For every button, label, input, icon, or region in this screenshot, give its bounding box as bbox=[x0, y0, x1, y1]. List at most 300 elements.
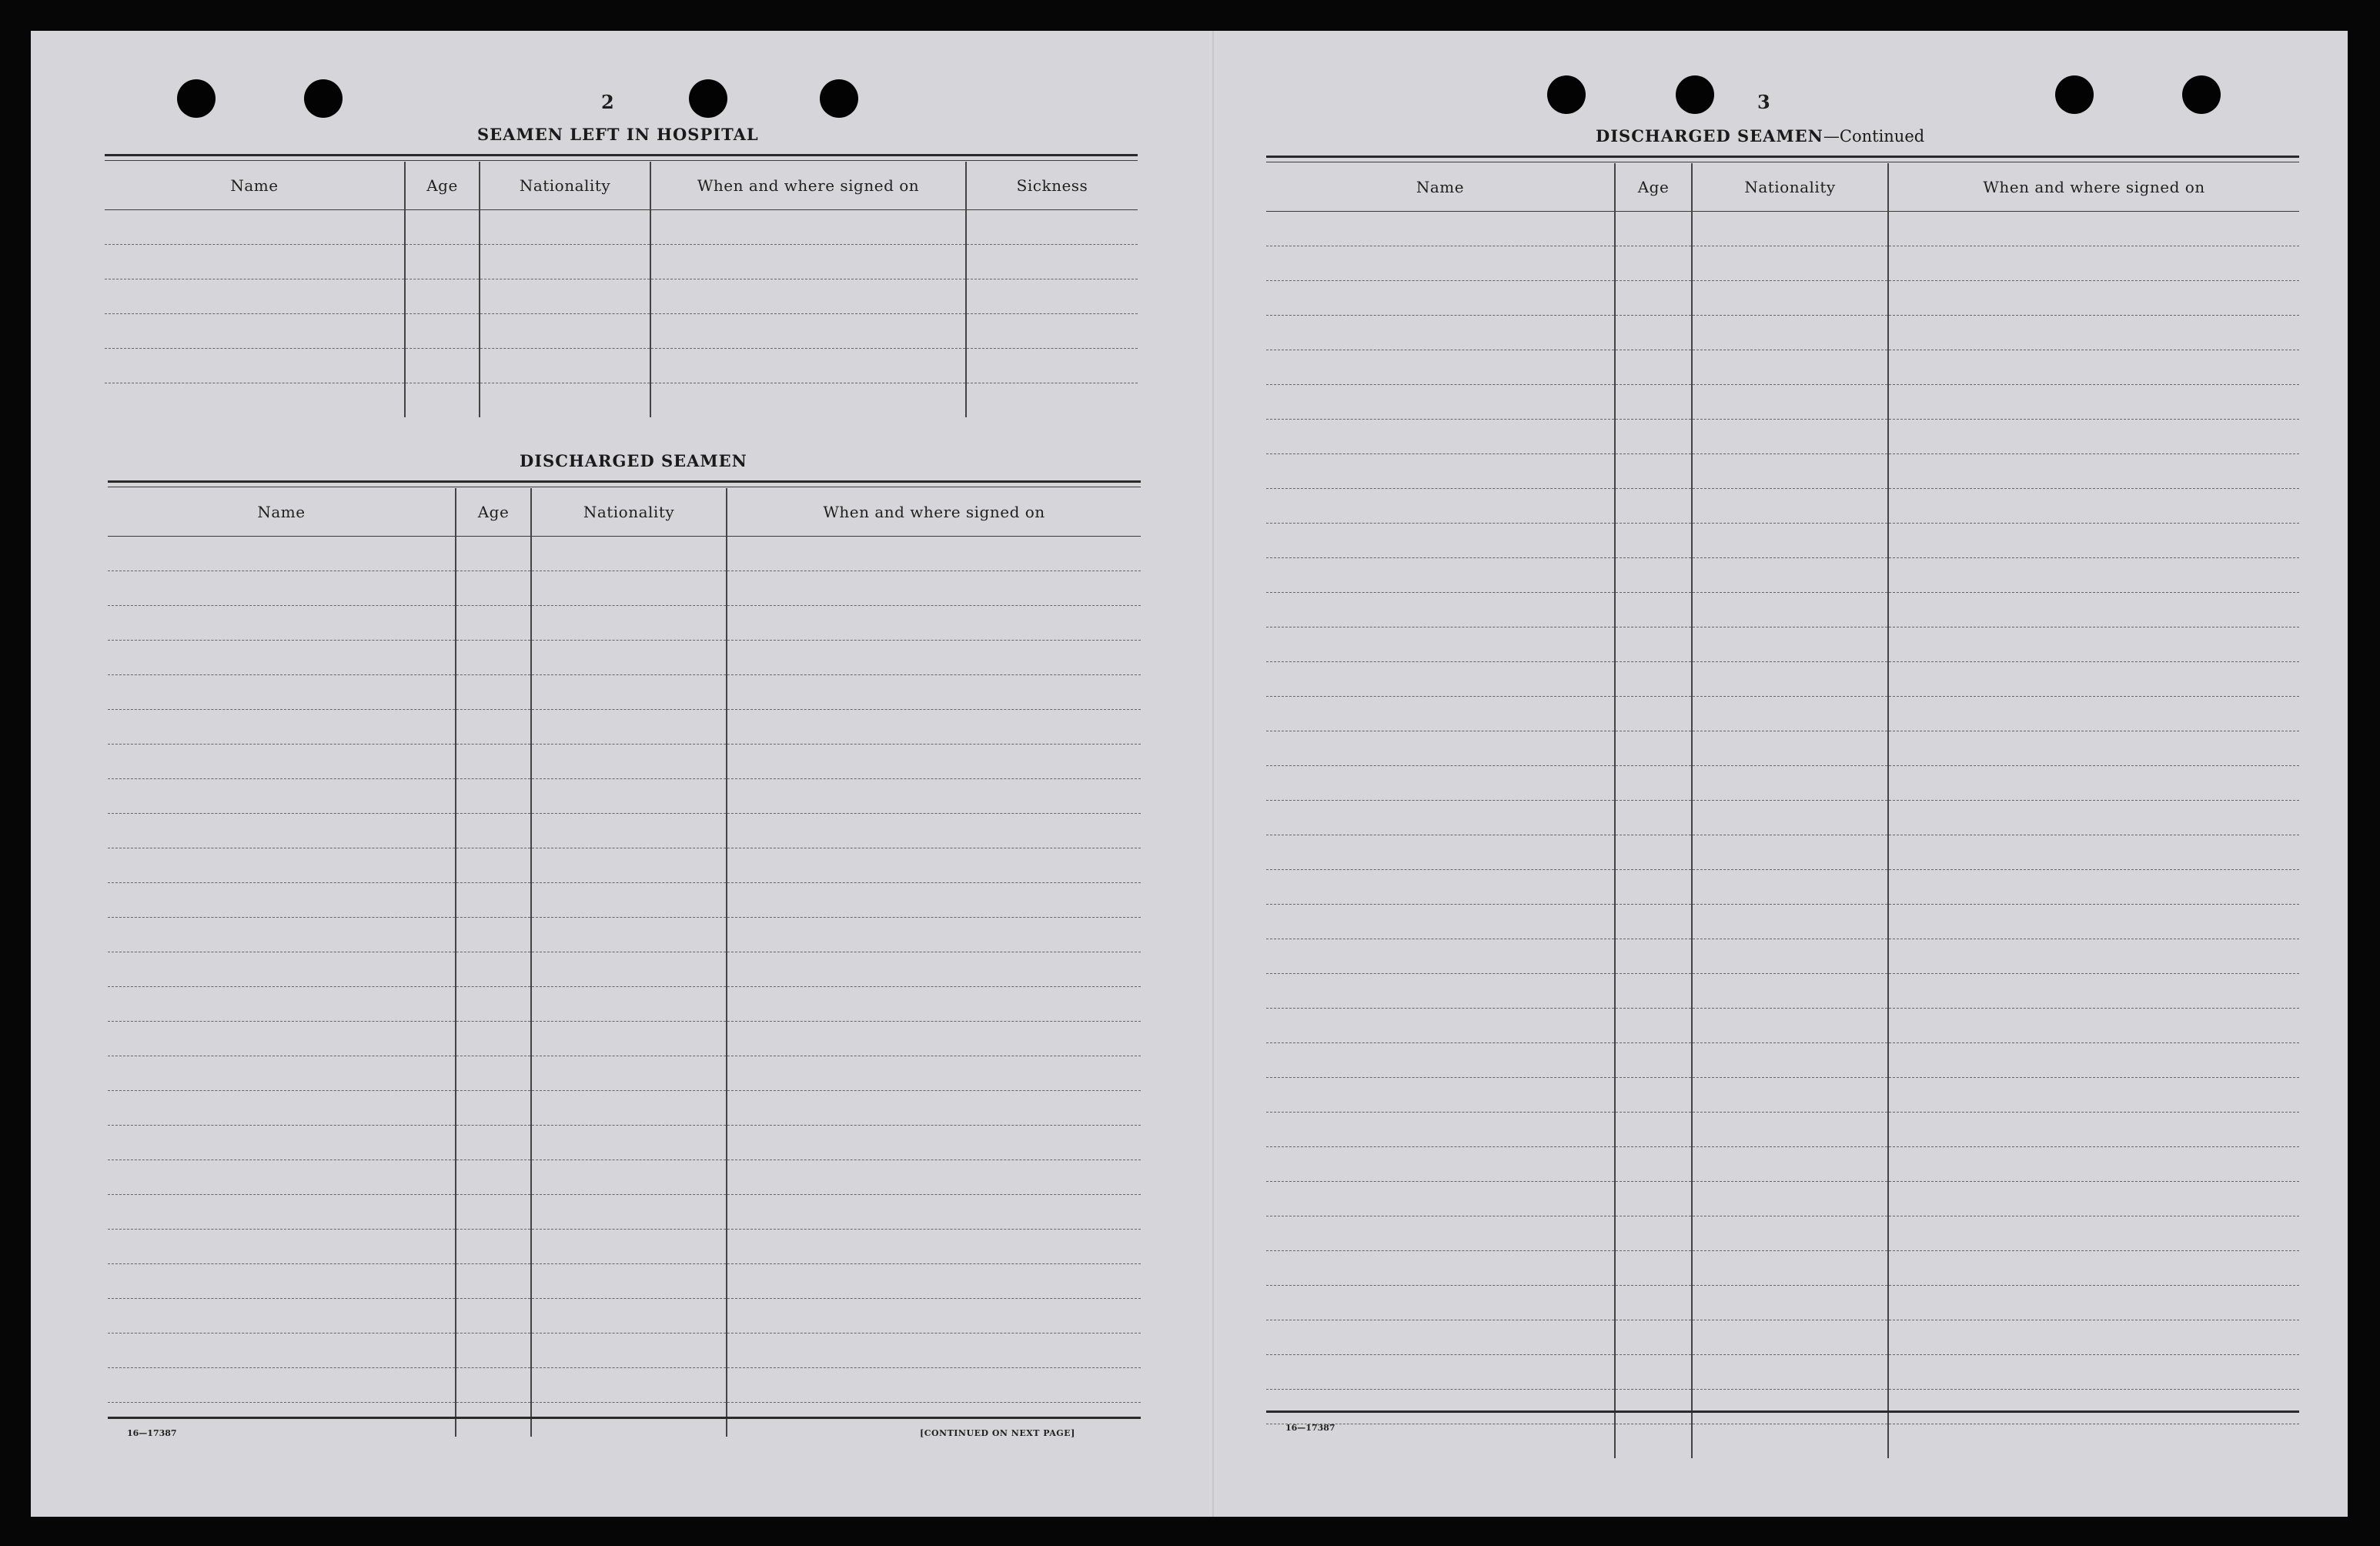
blank-entry-cell bbox=[1888, 974, 2299, 1009]
blank-entry-cell bbox=[727, 675, 1141, 710]
table-row bbox=[1266, 1355, 2299, 1390]
blank-entry-cell bbox=[456, 571, 531, 606]
blank-entry-cell bbox=[531, 537, 727, 571]
blank-entry-cell bbox=[1615, 1009, 1692, 1043]
table-row bbox=[108, 848, 1141, 883]
blank-entry-cell bbox=[1266, 697, 1615, 731]
blank-entry-cell bbox=[456, 745, 531, 779]
blank-entry-cell bbox=[1266, 420, 1615, 454]
blank-entry-cell bbox=[108, 1334, 456, 1368]
table-row bbox=[1266, 593, 2299, 627]
blank-entry-cell bbox=[1615, 766, 1692, 801]
blank-entry-cell bbox=[456, 537, 531, 571]
blank-entry-cell bbox=[108, 641, 456, 675]
table-row bbox=[108, 1299, 1141, 1334]
table-row bbox=[108, 1091, 1141, 1126]
blank-entry-cell bbox=[1266, 1147, 1615, 1182]
blank-entry-cell bbox=[727, 1091, 1141, 1126]
blank-entry-cell bbox=[1888, 593, 2299, 627]
blank-entry-cell bbox=[531, 848, 727, 883]
blank-entry-cell bbox=[1888, 281, 2299, 316]
blank-entry-cell bbox=[531, 1091, 727, 1126]
blank-entry-cell bbox=[1692, 454, 1888, 489]
blank-entry-cell bbox=[1888, 316, 2299, 350]
table-row bbox=[1266, 489, 2299, 524]
blank-entry-cell bbox=[1692, 905, 1888, 939]
blank-entry-cell bbox=[1888, 1320, 2299, 1355]
blank-entry-cell bbox=[108, 606, 456, 641]
blank-entry-cell bbox=[480, 314, 650, 349]
blank-entry-cell bbox=[1888, 420, 2299, 454]
table-row bbox=[108, 537, 1141, 571]
blank-entry-cell bbox=[650, 210, 966, 245]
blank-entry-cell bbox=[1692, 420, 1888, 454]
blank-entry-cell bbox=[456, 883, 531, 918]
table-row bbox=[1266, 1147, 2299, 1182]
blank-entry-cell bbox=[1615, 1078, 1692, 1113]
blank-entry-cell bbox=[1266, 454, 1615, 489]
punch-hole bbox=[689, 79, 727, 118]
blank-entry-cell bbox=[727, 1126, 1141, 1160]
page-number-right: 3 bbox=[1757, 91, 1770, 113]
punch-hole bbox=[2055, 75, 2094, 114]
blank-entry-cell bbox=[1692, 1251, 1888, 1286]
blank-entry-cell bbox=[1888, 558, 2299, 593]
blank-entry-cell bbox=[1692, 1113, 1888, 1147]
blank-entry-cell bbox=[108, 1091, 456, 1126]
column-header-sickness: Sickness bbox=[966, 162, 1138, 210]
blank-entry-cell bbox=[108, 1230, 456, 1264]
blank-entry-cell bbox=[1888, 1286, 2299, 1320]
blank-entry-cell bbox=[531, 987, 727, 1022]
blank-entry-cell bbox=[456, 1299, 531, 1334]
blank-entry-cell bbox=[1615, 281, 1692, 316]
hospital-table bbox=[105, 162, 1138, 417]
blank-entry-cell bbox=[966, 245, 1138, 279]
blank-entry-cell bbox=[1692, 1147, 1888, 1182]
table-row bbox=[108, 1195, 1141, 1230]
blank-entry-cell bbox=[1266, 524, 1615, 558]
ledger-paper bbox=[31, 31, 2348, 1517]
blank-entry-cell bbox=[1615, 316, 1692, 350]
table-row bbox=[108, 606, 1141, 641]
column-header-nationality: Nationality bbox=[480, 162, 650, 210]
blank-entry-cell bbox=[1692, 870, 1888, 905]
blank-entry-cell bbox=[727, 1056, 1141, 1091]
blank-entry-cell bbox=[456, 952, 531, 987]
blank-entry-cell bbox=[1266, 1009, 1615, 1043]
blank-entry-cell bbox=[456, 1022, 531, 1056]
table-row bbox=[108, 710, 1141, 745]
blank-entry-cell bbox=[650, 279, 966, 314]
blank-entry-cell bbox=[108, 1126, 456, 1160]
blank-entry-cell bbox=[108, 1160, 456, 1195]
blank-entry-cell bbox=[108, 987, 456, 1022]
column-header-age: Age bbox=[1615, 163, 1692, 212]
blank-entry-cell bbox=[531, 1195, 727, 1230]
blank-entry-cell bbox=[1615, 1147, 1692, 1182]
blank-entry-cell bbox=[1615, 974, 1692, 1009]
column-header-nationality: Nationality bbox=[1692, 163, 1888, 212]
blank-entry-cell bbox=[531, 814, 727, 848]
blank-entry-cell bbox=[727, 987, 1141, 1022]
discharged-continued-table bbox=[1266, 163, 2299, 1458]
blank-entry-cell bbox=[456, 641, 531, 675]
blank-entry-cell bbox=[966, 349, 1138, 383]
blank-entry-cell bbox=[1615, 212, 1692, 246]
punch-hole bbox=[2182, 75, 2221, 114]
blank-entry-cell bbox=[1266, 316, 1615, 350]
table-row bbox=[1266, 697, 2299, 731]
table-row bbox=[1266, 662, 2299, 697]
blank-entry-cell bbox=[531, 571, 727, 606]
table-row bbox=[1266, 1286, 2299, 1320]
blank-entry-cell bbox=[1266, 1286, 1615, 1320]
blank-entry-cell bbox=[1615, 524, 1692, 558]
table-row bbox=[105, 349, 1138, 383]
blank-entry-cell bbox=[1266, 212, 1615, 246]
blank-entry-cell bbox=[1615, 939, 1692, 974]
blank-entry-cell bbox=[1615, 454, 1692, 489]
blank-entry-cell bbox=[531, 641, 727, 675]
blank-entry-cell bbox=[1615, 835, 1692, 870]
blank-entry-cell bbox=[1888, 1113, 2299, 1147]
blank-entry-cell bbox=[531, 1022, 727, 1056]
discharged-continued-title-suffix: —Continued bbox=[1823, 127, 1925, 146]
table-row bbox=[1266, 1424, 2299, 1459]
blank-entry-cell bbox=[108, 918, 456, 952]
blank-entry-cell bbox=[727, 1195, 1141, 1230]
table-row bbox=[1266, 246, 2299, 281]
blank-entry-cell bbox=[480, 210, 650, 245]
blank-entry-cell bbox=[1888, 385, 2299, 420]
table-row bbox=[1266, 454, 2299, 489]
blank-entry-cell bbox=[456, 848, 531, 883]
table-row bbox=[108, 1230, 1141, 1264]
blank-entry-cell bbox=[456, 918, 531, 952]
blank-entry-cell bbox=[1615, 697, 1692, 731]
blank-entry-cell bbox=[1266, 627, 1615, 662]
table-row bbox=[108, 1334, 1141, 1368]
blank-entry-cell bbox=[1692, 1043, 1888, 1078]
blank-entry-cell bbox=[650, 383, 966, 418]
blank-entry-cell bbox=[1266, 731, 1615, 766]
blank-entry-cell bbox=[531, 1403, 727, 1437]
blank-entry-cell bbox=[1615, 1182, 1692, 1216]
blank-entry-cell bbox=[727, 571, 1141, 606]
table-row bbox=[1266, 524, 2299, 558]
blank-entry-cell bbox=[108, 571, 456, 606]
blank-entry-cell bbox=[1888, 662, 2299, 697]
blank-entry-cell bbox=[405, 245, 480, 279]
table-row bbox=[108, 814, 1141, 848]
table-row bbox=[108, 1368, 1141, 1403]
blank-entry-cell bbox=[1692, 350, 1888, 385]
table-row bbox=[1266, 731, 2299, 766]
table-row bbox=[108, 779, 1141, 814]
column-header-nationality: Nationality bbox=[531, 488, 727, 537]
blank-entry-cell bbox=[1692, 1320, 1888, 1355]
blank-entry-cell bbox=[727, 883, 1141, 918]
punch-hole bbox=[177, 79, 216, 118]
table-row bbox=[108, 1056, 1141, 1091]
blank-entry-cell bbox=[531, 1368, 727, 1403]
blank-entry-cell bbox=[1615, 1216, 1692, 1251]
blank-entry-cell bbox=[727, 952, 1141, 987]
page-number-left: 2 bbox=[601, 91, 614, 113]
blank-entry-cell bbox=[1266, 801, 1615, 835]
blank-entry-cell bbox=[456, 1195, 531, 1230]
table-row bbox=[1266, 1182, 2299, 1216]
blank-entry-cell bbox=[480, 349, 650, 383]
blank-entry-cell bbox=[1692, 246, 1888, 281]
blank-entry-cell bbox=[1615, 489, 1692, 524]
table-row bbox=[1266, 1320, 2299, 1355]
blank-entry-cell bbox=[456, 1091, 531, 1126]
table-row bbox=[1266, 1390, 2299, 1424]
table-row bbox=[1266, 420, 2299, 454]
table-row bbox=[1266, 1043, 2299, 1078]
blank-entry-cell bbox=[1692, 939, 1888, 974]
discharged-top-rule bbox=[108, 480, 1141, 483]
blank-entry-cell bbox=[1266, 1251, 1615, 1286]
blank-entry-cell bbox=[108, 1264, 456, 1299]
table-row bbox=[1266, 766, 2299, 801]
blank-entry-cell bbox=[1692, 558, 1888, 593]
table-row bbox=[108, 675, 1141, 710]
column-header-age: Age bbox=[405, 162, 480, 210]
page-fold bbox=[1212, 31, 1214, 1517]
blank-entry-cell bbox=[456, 1334, 531, 1368]
table-row bbox=[1266, 905, 2299, 939]
blank-entry-cell bbox=[1266, 662, 1615, 697]
blank-entry-cell bbox=[405, 383, 480, 418]
blank-entry-cell bbox=[1266, 350, 1615, 385]
blank-entry-cell bbox=[456, 1403, 531, 1437]
table-row bbox=[1266, 939, 2299, 974]
blank-entry-cell bbox=[1692, 766, 1888, 801]
blank-entry-cell bbox=[1266, 1355, 1615, 1390]
blank-entry-cell bbox=[1692, 1355, 1888, 1390]
punch-hole bbox=[820, 79, 858, 118]
blank-entry-cell bbox=[1692, 662, 1888, 697]
blank-entry-cell bbox=[1266, 558, 1615, 593]
blank-entry-cell bbox=[1615, 801, 1692, 835]
blank-entry-cell bbox=[1266, 281, 1615, 316]
blank-entry-cell bbox=[966, 383, 1138, 418]
blank-entry-cell bbox=[1266, 1390, 1615, 1424]
blank-entry-cell bbox=[531, 745, 727, 779]
blank-entry-cell bbox=[108, 1299, 456, 1334]
blank-entry-cell bbox=[456, 606, 531, 641]
blank-entry-cell bbox=[1692, 212, 1888, 246]
blank-entry-cell bbox=[1615, 420, 1692, 454]
blank-entry-cell bbox=[480, 383, 650, 418]
blank-entry-cell bbox=[1266, 870, 1615, 905]
blank-entry-cell bbox=[108, 883, 456, 918]
blank-entry-cell bbox=[1615, 246, 1692, 281]
blank-entry-cell bbox=[108, 537, 456, 571]
blank-entry-cell bbox=[1266, 489, 1615, 524]
blank-entry-cell bbox=[456, 814, 531, 848]
blank-entry-cell bbox=[405, 279, 480, 314]
blank-entry-cell bbox=[405, 314, 480, 349]
blank-entry-cell bbox=[727, 1022, 1141, 1056]
blank-entry-cell bbox=[456, 987, 531, 1022]
blank-entry-cell bbox=[1888, 524, 2299, 558]
blank-entry-cell bbox=[650, 245, 966, 279]
blank-entry-cell bbox=[1692, 1216, 1888, 1251]
blank-entry-cell bbox=[1888, 1355, 2299, 1390]
blank-entry-cell bbox=[1888, 627, 2299, 662]
blank-entry-cell bbox=[1888, 1009, 2299, 1043]
column-header-signed-on: When and where signed on bbox=[727, 488, 1141, 537]
form-number-left: 16—17387 bbox=[127, 1428, 177, 1438]
blank-entry-cell bbox=[1615, 1043, 1692, 1078]
continued-note: [CONTINUED ON NEXT PAGE] bbox=[920, 1428, 1075, 1438]
blank-entry-cell bbox=[108, 745, 456, 779]
blank-entry-cell bbox=[105, 210, 405, 245]
blank-entry-cell bbox=[1266, 835, 1615, 870]
blank-entry-cell bbox=[1266, 246, 1615, 281]
table-row bbox=[108, 571, 1141, 606]
blank-entry-cell bbox=[456, 1368, 531, 1403]
blank-entry-cell bbox=[1266, 1043, 1615, 1078]
table-row bbox=[1266, 350, 2299, 385]
blank-entry-cell bbox=[1692, 593, 1888, 627]
blank-entry-cell bbox=[1266, 1078, 1615, 1113]
column-header-signed-on: When and where signed on bbox=[1888, 163, 2299, 212]
discharged-continued-title bbox=[1596, 126, 1924, 146]
blank-entry-cell bbox=[108, 675, 456, 710]
table-row bbox=[105, 210, 1138, 245]
blank-entry-cell bbox=[1692, 1009, 1888, 1043]
table-row bbox=[108, 883, 1141, 918]
discharged-table bbox=[108, 488, 1141, 1437]
blank-entry-cell bbox=[1692, 1286, 1888, 1320]
table-row bbox=[1266, 1216, 2299, 1251]
blank-entry-cell bbox=[1266, 593, 1615, 627]
table-row bbox=[1266, 870, 2299, 905]
blank-entry-cell bbox=[1888, 1147, 2299, 1182]
blank-entry-cell bbox=[1615, 1355, 1692, 1390]
blank-entry-cell bbox=[1888, 801, 2299, 835]
hospital-section-title: SEAMEN LEFT IN HOSPITAL bbox=[477, 125, 759, 144]
blank-entry-cell bbox=[1888, 939, 2299, 974]
table-row bbox=[1266, 801, 2299, 835]
blank-entry-cell bbox=[1615, 1251, 1692, 1286]
blank-entry-cell bbox=[405, 210, 480, 245]
blank-entry-cell bbox=[108, 952, 456, 987]
table-row bbox=[1266, 1113, 2299, 1147]
blank-entry-cell bbox=[1615, 1320, 1692, 1355]
blank-entry-cell bbox=[1692, 1390, 1888, 1424]
table-row bbox=[105, 245, 1138, 279]
column-header-signed-on: When and where signed on bbox=[650, 162, 966, 210]
blank-entry-cell bbox=[456, 779, 531, 814]
blank-entry-cell bbox=[727, 779, 1141, 814]
blank-entry-cell bbox=[1692, 697, 1888, 731]
blank-entry-cell bbox=[1692, 1182, 1888, 1216]
table-row bbox=[1266, 627, 2299, 662]
table-row bbox=[1266, 212, 2299, 246]
blank-entry-cell bbox=[480, 245, 650, 279]
blank-entry-cell bbox=[531, 1264, 727, 1299]
blank-entry-cell bbox=[1888, 1216, 2299, 1251]
table-row bbox=[105, 314, 1138, 349]
table-row bbox=[108, 987, 1141, 1022]
blank-entry-cell bbox=[1615, 731, 1692, 766]
table-row bbox=[108, 952, 1141, 987]
blank-entry-cell bbox=[1888, 1424, 2299, 1459]
blank-entry-cell bbox=[1615, 593, 1692, 627]
blank-entry-cell bbox=[727, 1299, 1141, 1334]
blank-entry-cell bbox=[1888, 731, 2299, 766]
blank-entry-cell bbox=[1692, 801, 1888, 835]
blank-entry-cell bbox=[1888, 489, 2299, 524]
blank-entry-cell bbox=[727, 1368, 1141, 1403]
blank-entry-cell bbox=[1615, 905, 1692, 939]
blank-entry-cell bbox=[531, 1299, 727, 1334]
blank-entry-cell bbox=[456, 675, 531, 710]
blank-entry-cell bbox=[1888, 212, 2299, 246]
blank-entry-cell bbox=[1615, 1286, 1692, 1320]
hospital-top-rule-thin bbox=[105, 160, 1138, 161]
blank-entry-cell bbox=[1692, 489, 1888, 524]
blank-entry-cell bbox=[727, 814, 1141, 848]
blank-entry-cell bbox=[1615, 870, 1692, 905]
blank-entry-cell bbox=[1692, 835, 1888, 870]
blank-entry-cell bbox=[966, 314, 1138, 349]
blank-entry-cell bbox=[727, 710, 1141, 745]
blank-entry-cell bbox=[456, 1264, 531, 1299]
blank-entry-cell bbox=[1692, 385, 1888, 420]
blank-entry-cell bbox=[966, 279, 1138, 314]
blank-entry-cell bbox=[456, 1230, 531, 1264]
column-header-name: Name bbox=[105, 162, 405, 210]
blank-entry-cell bbox=[108, 848, 456, 883]
blank-entry-cell bbox=[1615, 1390, 1692, 1424]
discharged-bottom-rule bbox=[108, 1417, 1141, 1419]
blank-entry-cell bbox=[727, 606, 1141, 641]
blank-entry-cell bbox=[1888, 1390, 2299, 1424]
blank-entry-cell bbox=[727, 1160, 1141, 1195]
blank-entry-cell bbox=[531, 1056, 727, 1091]
blank-entry-cell bbox=[108, 1195, 456, 1230]
blank-entry-cell bbox=[1692, 974, 1888, 1009]
blank-entry-cell bbox=[727, 641, 1141, 675]
form-number-right: 16—17387 bbox=[1285, 1423, 1335, 1433]
blank-entry-cell bbox=[650, 314, 966, 349]
blank-entry-cell bbox=[1266, 1320, 1615, 1355]
blank-entry-cell bbox=[727, 745, 1141, 779]
blank-entry-cell bbox=[480, 279, 650, 314]
blank-entry-cell bbox=[1888, 1078, 2299, 1113]
table-row bbox=[1266, 1078, 2299, 1113]
blank-entry-cell bbox=[1888, 350, 2299, 385]
blank-entry-cell bbox=[531, 952, 727, 987]
table-row bbox=[1266, 558, 2299, 593]
blank-entry-cell bbox=[727, 918, 1141, 952]
blank-entry-cell bbox=[531, 918, 727, 952]
blank-entry-cell bbox=[105, 349, 405, 383]
blank-entry-cell bbox=[108, 814, 456, 848]
table-row bbox=[1266, 1009, 2299, 1043]
blank-entry-cell bbox=[1615, 350, 1692, 385]
blank-entry-cell bbox=[1692, 627, 1888, 662]
blank-entry-cell bbox=[1266, 974, 1615, 1009]
blank-entry-cell bbox=[1888, 1182, 2299, 1216]
